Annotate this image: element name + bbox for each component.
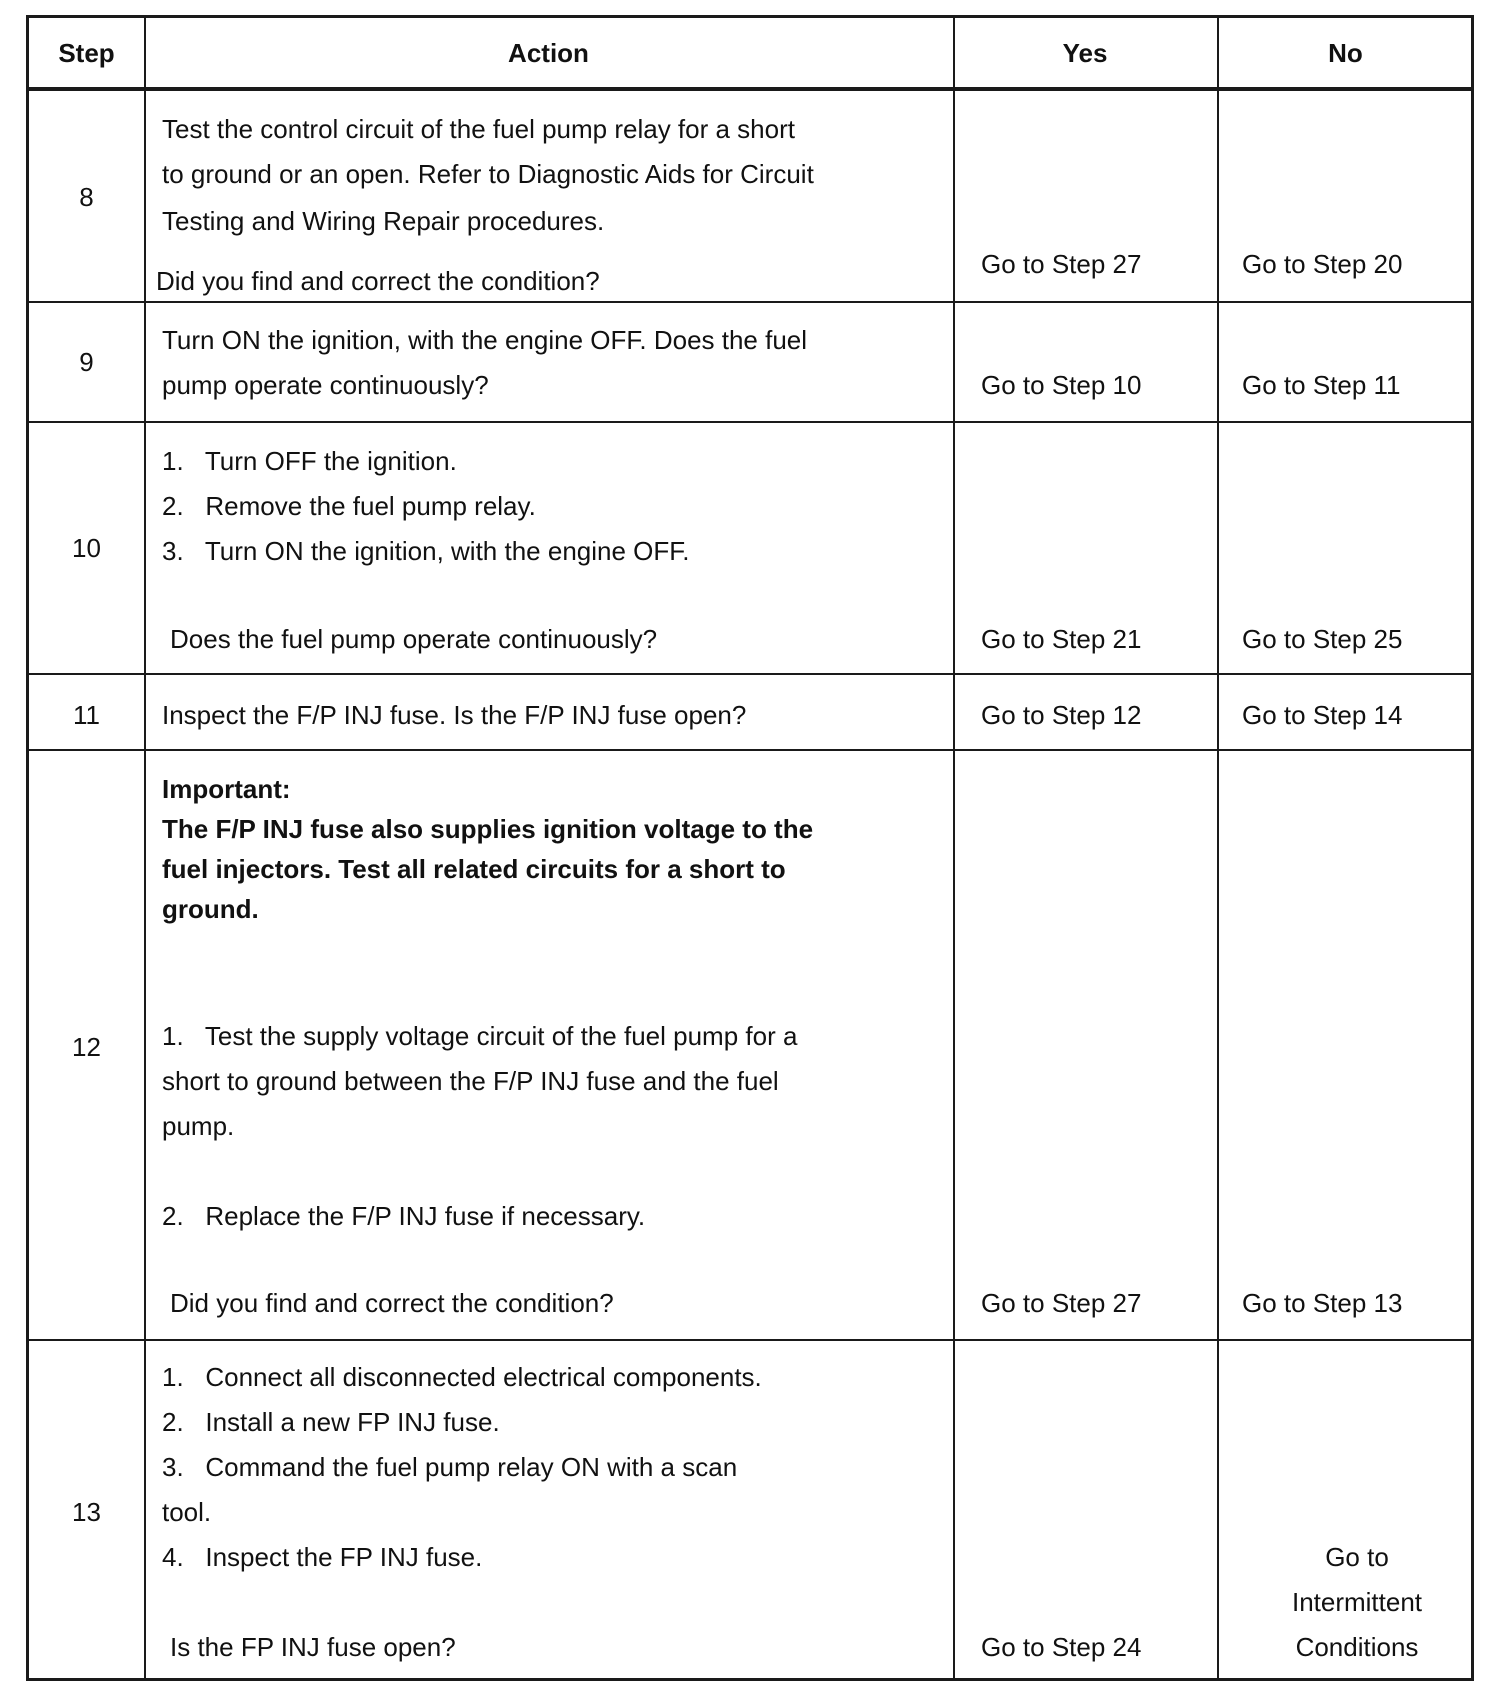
action-line: to ground or an open. Refer to Diagnostic Aids for Circuit bbox=[162, 159, 814, 189]
action-list-item: 2. Replace the F/P INJ fuse if necessary. bbox=[162, 1201, 646, 1231]
action-line: short to ground between the F/P INJ fuse and the fuel bbox=[162, 1066, 779, 1096]
header-step: Step bbox=[58, 38, 115, 68]
step-number: 12 bbox=[72, 1032, 101, 1062]
step-number: 11 bbox=[73, 700, 100, 730]
action-list-item: 1. Connect all disconnected electrical components. bbox=[162, 1362, 762, 1392]
no-result: Go to Step 11 bbox=[1242, 370, 1401, 400]
column-divider bbox=[144, 18, 146, 1678]
action-list-item: 3. Turn ON the ignition, with the engine OFF. bbox=[162, 536, 690, 566]
no-result: Go to Step 20 bbox=[1242, 249, 1403, 279]
row-divider bbox=[29, 421, 1471, 423]
yes-result: Go to Step 27 bbox=[981, 249, 1142, 279]
action-line: Testing and Wiring Repair procedures. bbox=[162, 206, 605, 236]
important-note: ground. bbox=[162, 894, 259, 924]
action-list-item: 1. Test the supply voltage circuit of the fuel pump for a bbox=[162, 1021, 798, 1051]
action-line: Test the control circuit of the fuel pump relay for a short bbox=[162, 114, 795, 144]
diagnostic-table bbox=[26, 15, 1474, 1681]
row-divider bbox=[29, 749, 1471, 751]
step-number: 13 bbox=[72, 1497, 101, 1527]
yes-result: Go to Step 12 bbox=[981, 700, 1142, 730]
action-list-item: 3. Command the fuel pump relay ON with a scan bbox=[162, 1452, 738, 1482]
step-number: 9 bbox=[79, 347, 94, 377]
no-result: Go to Step 13 bbox=[1242, 1288, 1403, 1318]
action-list-item: 1. Turn OFF the ignition. bbox=[162, 446, 457, 476]
step-number: 10 bbox=[72, 533, 101, 563]
column-divider bbox=[953, 18, 955, 1678]
step-number: 8 bbox=[79, 182, 94, 212]
action-list-item: 2. Install a new FP INJ fuse. bbox=[162, 1407, 500, 1437]
row-divider bbox=[29, 673, 1471, 675]
header-action: Action bbox=[508, 38, 589, 68]
no-result-line: Intermittent bbox=[1291, 1587, 1423, 1617]
yes-result: Go to Step 10 bbox=[981, 370, 1142, 400]
no-result-line: Conditions bbox=[1295, 1632, 1419, 1662]
header-yes: Yes bbox=[1062, 38, 1108, 68]
action-list-item: 2. Remove the fuel pump relay. bbox=[162, 491, 536, 521]
column-divider bbox=[1217, 18, 1219, 1678]
action-line: Inspect the F/P INJ fuse. Is the F/P INJ fuse open? bbox=[162, 700, 747, 730]
action-line: pump. bbox=[162, 1111, 235, 1141]
action-line: tool. bbox=[162, 1497, 212, 1527]
yes-result: Go to Step 21 bbox=[981, 624, 1142, 654]
no-result: Go to Step 25 bbox=[1242, 624, 1403, 654]
yes-result: Go to Step 27 bbox=[981, 1288, 1142, 1318]
action-list-item: 4. Inspect the FP INJ fuse. bbox=[162, 1542, 483, 1572]
action-question: Did you find and correct the condition? bbox=[156, 266, 600, 296]
action-question: Did you find and correct the condition? bbox=[170, 1288, 614, 1318]
no-result-line: Go to bbox=[1325, 1542, 1389, 1572]
important-note: The F/P INJ fuse also supplies ignition voltage to the bbox=[162, 814, 814, 844]
important-label: Important: bbox=[162, 774, 291, 804]
row-divider bbox=[29, 1339, 1471, 1341]
action-line: Turn ON the ignition, with the engine OFF. Does the fuel bbox=[162, 325, 808, 355]
action-line: pump operate continuously? bbox=[162, 370, 489, 400]
action-question: Does the fuel pump operate continuously? bbox=[170, 624, 658, 654]
action-question: Is the FP INJ fuse open? bbox=[170, 1632, 456, 1662]
important-note: fuel injectors. Test all related circuits for a short to bbox=[162, 854, 786, 884]
header-no: No bbox=[1328, 38, 1363, 68]
yes-result: Go to Step 24 bbox=[981, 1632, 1142, 1662]
header-divider bbox=[29, 87, 1471, 91]
no-result: Go to Step 14 bbox=[1242, 700, 1403, 730]
row-divider bbox=[29, 301, 1471, 303]
